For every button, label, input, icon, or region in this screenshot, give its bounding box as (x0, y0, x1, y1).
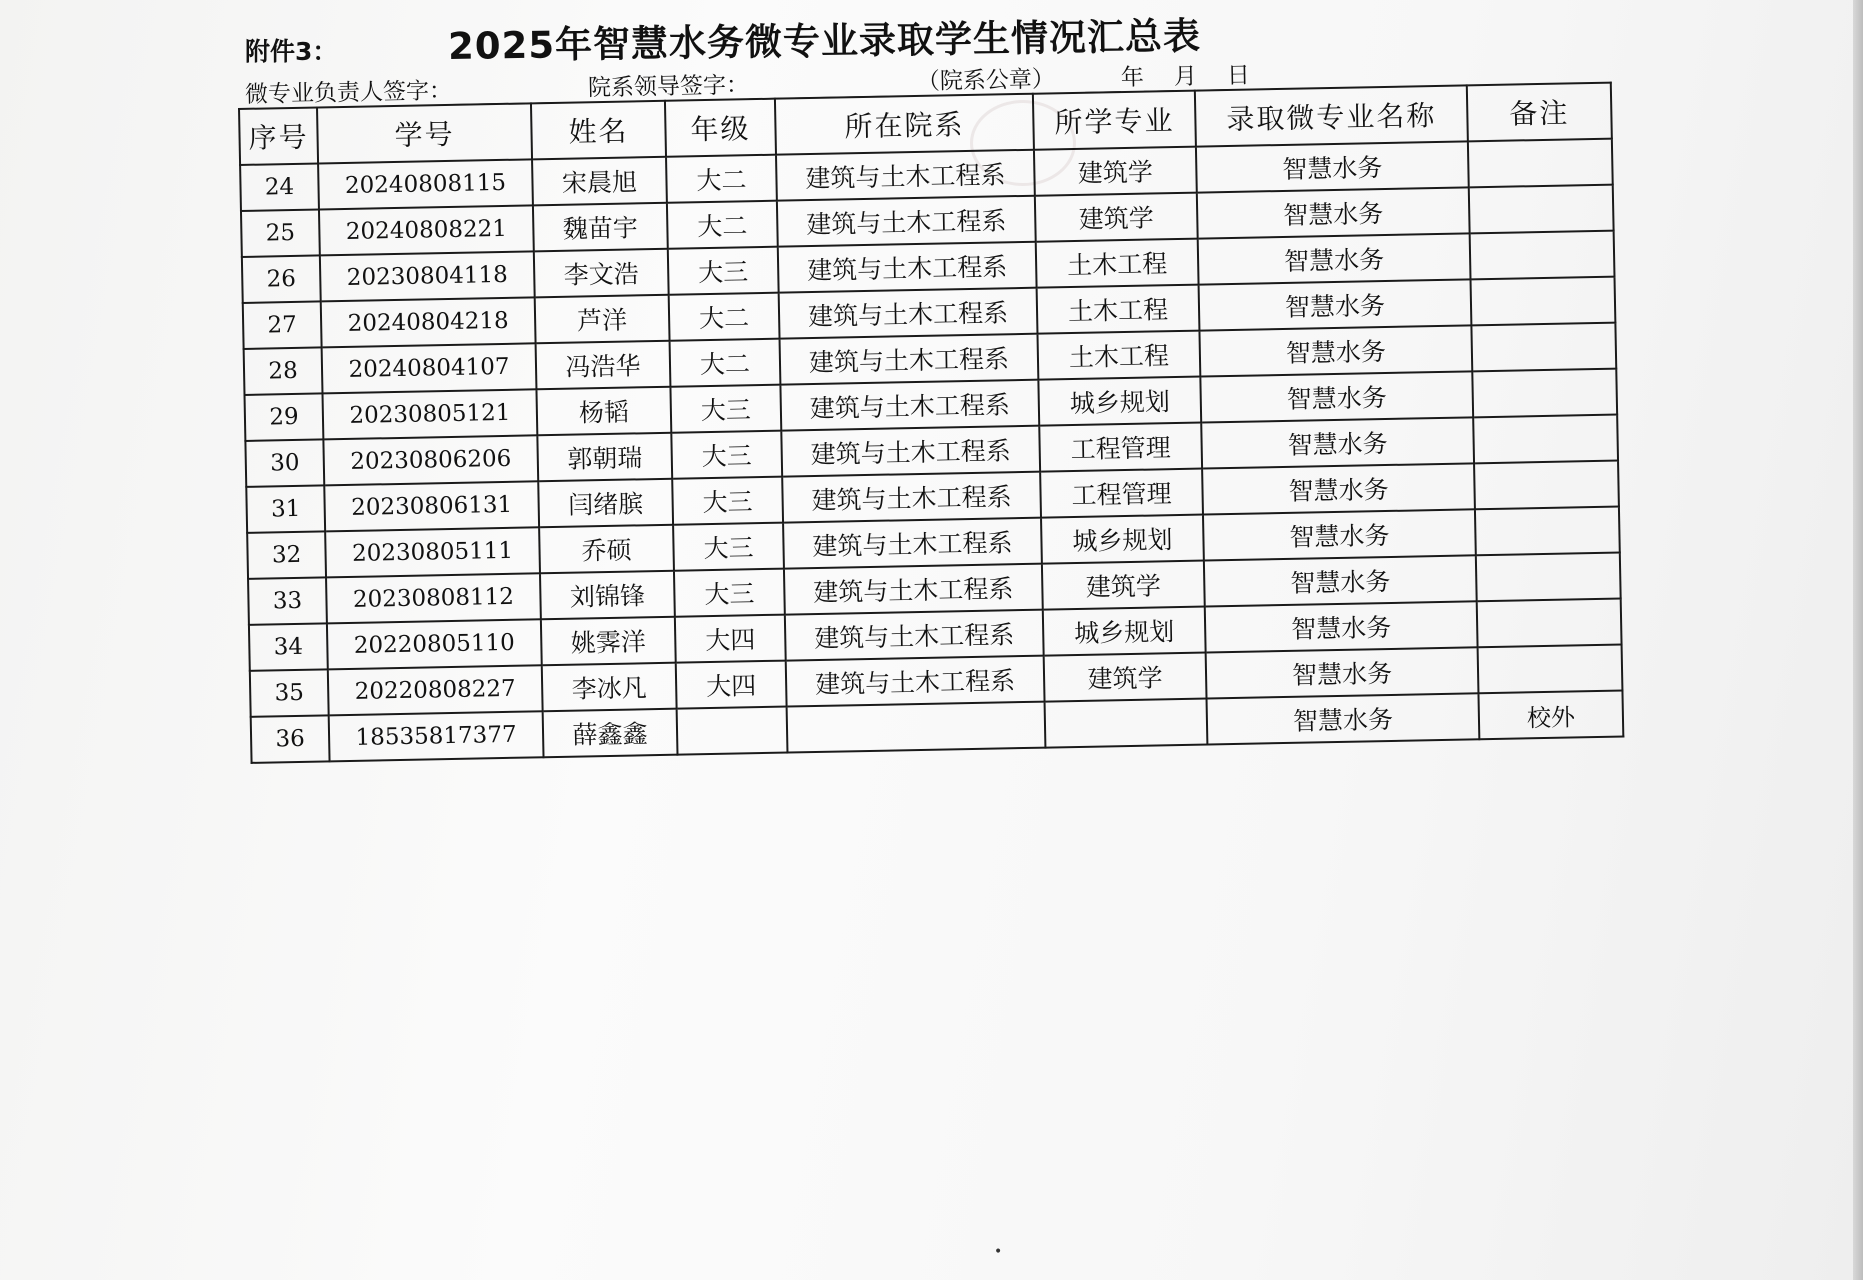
cell-micro-major: 智慧水务 (1202, 463, 1475, 514)
cell-major: 土木工程 (1037, 331, 1200, 380)
day-blank (1197, 71, 1227, 91)
cell-major: 土木工程 (1036, 239, 1199, 288)
cell-major: 建筑学 (1042, 561, 1205, 610)
cell-department: 建筑与土木工程系 (780, 380, 1039, 431)
cell-grade: 大三 (673, 523, 784, 571)
cell-name: 乔硕 (539, 525, 674, 574)
cell-department (787, 702, 1046, 753)
cell-seq: 28 (244, 347, 323, 394)
cell-student-id: 18535817377 (329, 711, 544, 761)
cell-student-id: 20230805111 (325, 527, 540, 577)
cell-remark (1473, 415, 1618, 464)
attachment-label: 附件3： (245, 37, 338, 66)
cell-student-id: 20240808221 (319, 205, 534, 255)
cell-seq: 27 (243, 301, 322, 348)
cell-seq: 35 (250, 669, 329, 716)
cell-student-id: 20230806206 (323, 435, 538, 485)
cell-major: 建筑学 (1044, 653, 1207, 702)
cell-student-id: 20230804118 (320, 251, 535, 301)
cell-major: 建筑学 (1034, 147, 1197, 196)
dept-leader-signature-label: 院系领导签字： (587, 72, 750, 102)
cell-micro-major: 智慧水务 (1200, 371, 1473, 422)
cell-department: 建筑与土木工程系 (776, 150, 1035, 201)
cell-major: 建筑学 (1035, 193, 1198, 242)
header-major: 所学专业 (1033, 91, 1196, 150)
cell-seq: 29 (245, 393, 324, 440)
header-remark: 备注 (1467, 83, 1612, 142)
cell-micro-major: 智慧水务 (1201, 417, 1474, 468)
cell-student-id: 20220808227 (328, 665, 543, 715)
cell-micro-major: 智慧水务 (1199, 279, 1472, 330)
cell-micro-major: 智慧水务 (1207, 693, 1480, 744)
stamp-label: （院系公章） (916, 66, 1056, 96)
cell-student-id: 20240804218 (321, 297, 536, 347)
cell-remark (1476, 553, 1621, 602)
cell-major: 城乡规划 (1043, 607, 1206, 656)
header-seq: 序号 (239, 107, 318, 164)
cell-major: 工程管理 (1039, 423, 1202, 472)
cell-department: 建筑与土木工程系 (784, 564, 1043, 615)
cell-remark (1468, 139, 1613, 188)
leader-signature-label: 微专业负责人签字： (244, 78, 453, 108)
cell-name: 冯浩华 (536, 341, 671, 390)
cell-major: 城乡规划 (1041, 515, 1204, 564)
speck-mark: • (994, 1244, 1003, 1260)
cell-student-id: 20230805121 (322, 389, 537, 439)
cell-student-id: 20220805110 (327, 619, 542, 669)
cell-seq: 34 (249, 623, 328, 670)
cell-student-id: 20230808112 (326, 573, 541, 623)
cell-department: 建筑与土木工程系 (778, 242, 1037, 293)
cell-name: 刘锦锋 (540, 571, 675, 620)
cell-micro-major: 智慧水务 (1199, 325, 1472, 376)
header-name: 姓名 (531, 101, 666, 160)
cell-grade: 大三 (674, 569, 785, 617)
cell-department: 建筑与土木工程系 (783, 518, 1042, 569)
cell-seq: 25 (241, 209, 320, 256)
cell-major: 城乡规划 (1038, 377, 1201, 426)
header-grade: 年级 (665, 99, 776, 157)
cell-remark (1474, 461, 1619, 510)
cell-major: 土木工程 (1037, 285, 1200, 334)
cell-grade: 大四 (675, 615, 786, 663)
month-label: 月 (1173, 63, 1198, 91)
cell-name: 闫绪膑 (538, 479, 673, 528)
cell-grade: 大三 (672, 477, 783, 525)
cell-micro-major: 智慧水务 (1204, 555, 1477, 606)
cell-name: 薛鑫鑫 (543, 709, 678, 758)
cell-grade: 大四 (676, 661, 787, 709)
header-department: 所在院系 (775, 94, 1034, 155)
cell-remark (1470, 231, 1615, 280)
cell-name: 宋晨旭 (532, 157, 667, 206)
year-label: 年 (1120, 64, 1145, 92)
cell-name: 芦洋 (535, 295, 670, 344)
cell-remark (1475, 507, 1620, 556)
cell-department: 建筑与土木工程系 (780, 334, 1039, 385)
cell-micro-major: 智慧水务 (1197, 187, 1470, 238)
cell-department: 建筑与土木工程系 (782, 472, 1041, 523)
cell-department: 建筑与土木工程系 (785, 610, 1044, 661)
cell-micro-major: 智慧水务 (1198, 233, 1471, 284)
cell-name: 郭朝瑞 (537, 433, 672, 482)
cell-remark (1472, 369, 1617, 418)
cell-micro-major: 智慧水务 (1206, 647, 1479, 698)
cell-grade: 大二 (669, 293, 780, 341)
document-title: 2025年智慧水务微专业录取学生情况汇总表 (447, 14, 1202, 68)
cell-seq: 31 (246, 485, 325, 532)
cell-name: 杨韬 (536, 387, 671, 436)
cell-student-id: 20230806131 (324, 481, 539, 531)
cell-grade: 大二 (667, 201, 778, 249)
cell-remark: 校外 (1478, 691, 1623, 740)
cell-grade: 大三 (668, 247, 779, 295)
cell-seq: 33 (248, 577, 327, 624)
cell-name: 魏苗宇 (533, 203, 668, 252)
header-micro-major: 录取微专业名称 (1195, 85, 1468, 146)
cell-grade: 大二 (666, 155, 777, 203)
cell-department: 建筑与土木工程系 (786, 656, 1045, 707)
admission-table-container (238, 82, 1624, 764)
cell-department: 建筑与土木工程系 (781, 426, 1040, 477)
cell-student-id: 20240804107 (322, 343, 537, 393)
cell-name: 李冰凡 (542, 663, 677, 712)
cell-department: 建筑与土木工程系 (777, 196, 1036, 247)
cell-grade (677, 707, 788, 755)
table-body (240, 139, 1623, 763)
cell-seq: 30 (245, 439, 324, 486)
cell-name: 姚霁洋 (541, 617, 676, 666)
cell-seq: 32 (247, 531, 326, 578)
cell-major (1045, 699, 1208, 748)
year-blank (1085, 73, 1121, 93)
cell-major: 工程管理 (1040, 469, 1203, 518)
cell-remark (1469, 185, 1614, 234)
cell-remark (1471, 277, 1616, 326)
cell-name: 李文浩 (534, 249, 669, 298)
cell-remark (1477, 599, 1622, 648)
cell-grade: 大三 (671, 431, 782, 479)
cell-student-id: 20240808115 (318, 159, 533, 209)
cell-remark (1478, 645, 1623, 694)
cell-micro-major: 智慧水务 (1203, 509, 1476, 560)
cell-micro-major: 智慧水务 (1205, 601, 1478, 652)
cell-grade: 大二 (670, 339, 781, 387)
page-edge-shadow (1853, 0, 1863, 1280)
admission-table (238, 82, 1624, 764)
cell-micro-major: 智慧水务 (1196, 141, 1469, 192)
cell-seq: 36 (251, 715, 330, 762)
cell-seq: 24 (240, 163, 319, 210)
cell-grade: 大三 (670, 385, 781, 433)
cell-seq: 26 (242, 255, 321, 302)
cell-department: 建筑与土木工程系 (779, 288, 1038, 339)
month-blank (1144, 72, 1174, 92)
day-label: 日 (1226, 62, 1251, 90)
cell-remark (1471, 323, 1616, 372)
header-student-id: 学号 (317, 103, 532, 163)
